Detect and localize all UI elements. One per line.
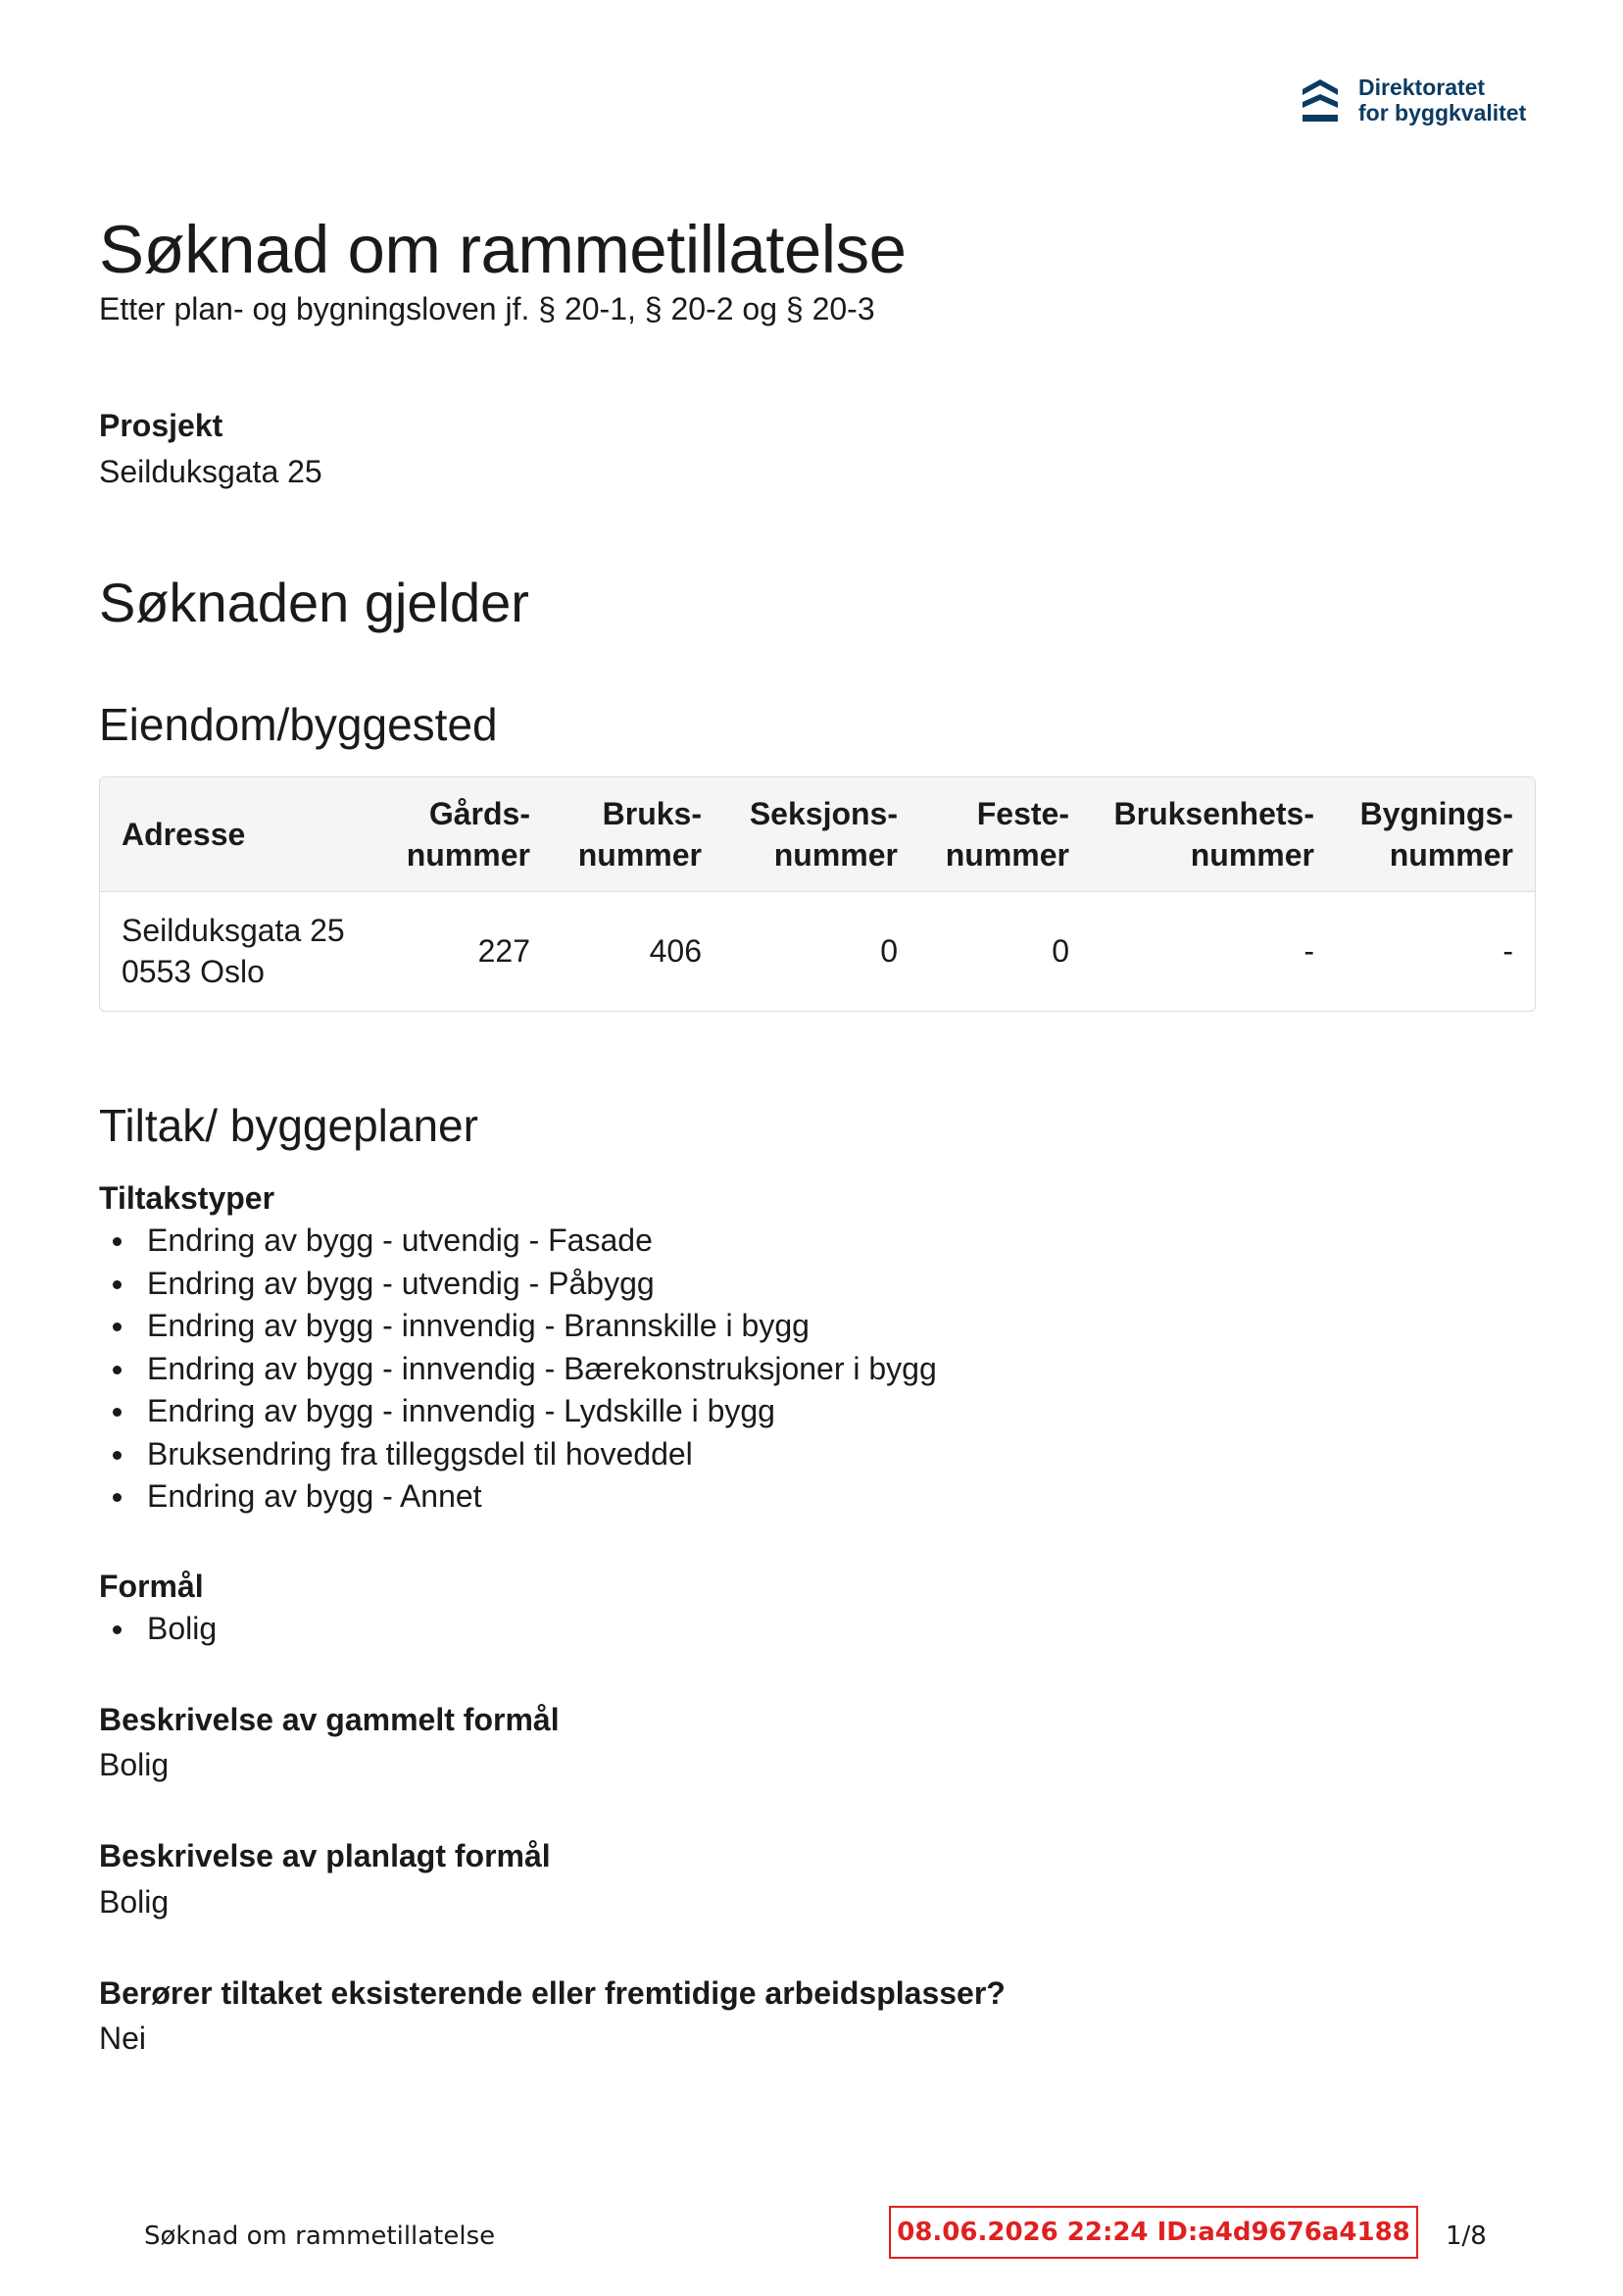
page-number: 1/8 <box>1446 2221 1487 2251</box>
gammelt-formal-label: Beskrivelse av gammelt formål <box>99 1702 560 1737</box>
arbeidsplasser-label: Berører tiltaket eksisterende eller fremtidige arbeidsplasser? <box>99 1975 1006 2011</box>
col-gardsnummer <box>380 777 552 891</box>
eiendom-title: Eiendom/byggested <box>99 699 498 750</box>
tiltakstyper-label: Tiltakstyper <box>99 1180 275 1216</box>
footer-title: Søknad om rammetillatelse <box>144 2221 496 2251</box>
logo-line-1: Direktoratet <box>1358 75 1486 100</box>
cell-bygningsnummer: - <box>1502 933 1513 970</box>
cell-bruksnummer: 406 <box>649 933 702 970</box>
list-item: Endring av bygg - innvendig - Lydskille i bygg <box>99 1390 937 1433</box>
col-seksjonsnummer-line2: nummer <box>773 836 898 873</box>
list-item: Bolig <box>99 1608 217 1651</box>
col-bruksnummer-line1: Bruks- <box>602 795 702 831</box>
cell-bruksenhetsnummer: - <box>1303 933 1314 970</box>
formal-list <box>99 1608 217 1651</box>
table-header-row <box>100 777 1535 891</box>
list-item: Endring av bygg - innvendig - Brannskille i bygg <box>99 1305 937 1348</box>
col-bygningsnummer-line1: Bygnings- <box>1359 795 1513 831</box>
col-bruksenhetsnummer <box>1091 777 1336 891</box>
col-bygningsnummer <box>1336 777 1535 891</box>
dibk-logo-icon <box>1300 75 1341 125</box>
list-item: Endring av bygg - innvendig - Bærekonstruksjoner i bygg <box>99 1348 937 1391</box>
col-seksjonsnummer <box>723 777 919 891</box>
col-bygningsnummer-line2: nummer <box>1389 836 1513 873</box>
table-row <box>100 891 1535 1011</box>
list-item: Bruksendring fra tilleggsdel til hoveddel <box>99 1433 937 1476</box>
tiltak-title: Tiltak/ byggeplaner <box>99 1100 478 1151</box>
col-festenummer <box>919 777 1091 891</box>
col-adresse: Adresse <box>122 816 246 852</box>
col-bruksenhetsnummer-line1: Bruksenhets- <box>1113 795 1314 831</box>
col-gardsnummer-line1: Gårds- <box>428 795 530 831</box>
cell-seksjonsnummer: 0 <box>880 933 898 970</box>
col-festenummer-line1: Feste- <box>976 795 1069 831</box>
list-item: Endring av bygg - utvendig - Fasade <box>99 1220 937 1263</box>
gammelt-formal-value: Bolig <box>99 1747 170 1782</box>
cell-adresse <box>100 891 380 1011</box>
document-subtitle: Etter plan- og bygningsloven jf. § 20-1, § 20-2 og § 20-3 <box>99 291 875 326</box>
cell-festenummer: 0 <box>1052 933 1069 970</box>
prosjekt-label: Prosjekt <box>99 408 223 443</box>
logo-text <box>1358 75 1526 125</box>
col-festenummer-line2: nummer <box>945 836 1069 873</box>
cell-gardsnummer: 227 <box>477 933 530 970</box>
formal-label: Formål <box>99 1569 204 1604</box>
col-bruksenhetsnummer-line2: nummer <box>1190 836 1314 873</box>
eiendom-table <box>99 776 1536 1012</box>
section-title: Søknaden gjelder <box>99 572 529 633</box>
planlagt-formal-value: Bolig <box>99 1884 170 1920</box>
col-seksjonsnummer-line1: Seksjons- <box>749 795 898 831</box>
logo-line-2: for byggkvalitet <box>1358 100 1527 125</box>
list-item: Endring av bygg - Annet <box>99 1475 937 1519</box>
col-bruksnummer <box>552 777 723 891</box>
document-title: Søknad om rammetillatelse <box>99 212 907 287</box>
prosjekt-value: Seilduksgata 25 <box>99 454 322 489</box>
tiltakstyper-list <box>99 1220 937 1519</box>
list-item: Endring av bygg - utvendig - Påbygg <box>99 1263 937 1306</box>
col-gardsnummer-line2: nummer <box>406 836 530 873</box>
cell-adresse-line2: 0553 Oslo <box>122 954 265 990</box>
timestamp-stamp: 08.06.2026 22:24 ID:a4d9676a4188 <box>889 2206 1418 2259</box>
dibk-logo <box>1300 75 1526 125</box>
arbeidsplasser-value: Nei <box>99 2021 147 2056</box>
planlagt-formal-label: Beskrivelse av planlagt formål <box>99 1838 551 1873</box>
col-bruksnummer-line2: nummer <box>577 836 702 873</box>
cell-adresse-line1: Seilduksgata 25 <box>122 913 345 949</box>
